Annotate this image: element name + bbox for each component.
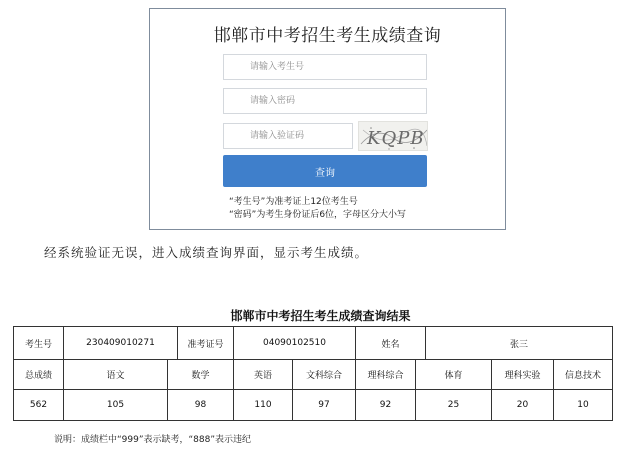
value-name: 张三 (426, 327, 613, 360)
captcha-input[interactable] (223, 123, 353, 149)
captcha-text: KQPB (367, 128, 425, 149)
header-science-lab: 理科实验 (492, 360, 554, 390)
score-chinese: 105 (64, 390, 168, 421)
label-student-id: 考生号 (14, 327, 64, 360)
result-table (13, 326, 613, 421)
note-password: “密码”为考生身份证后6位，字母区分大小写 (229, 210, 407, 220)
captcha-noise (359, 122, 428, 151)
header-total: 总成绩 (14, 360, 64, 390)
score-it: 10 (554, 390, 613, 421)
header-science: 理科综合 (356, 360, 416, 390)
label-name: 姓名 (356, 327, 426, 360)
value-student-id: 230409010271 (64, 327, 178, 360)
score-science: 92 (356, 390, 416, 421)
query-button[interactable]: 查询 (223, 155, 427, 187)
table-row-headers (14, 360, 613, 390)
explanation-paragraph: 经系统验证无误，进入成绩查询界面，显示考生成绩。 (44, 245, 369, 260)
captcha-image[interactable] (358, 121, 428, 151)
result-note: 说明：成绩栏中“999”表示缺考，“888”表示违纪 (54, 435, 252, 445)
password-input[interactable] (223, 88, 427, 114)
header-chinese: 语文 (64, 360, 168, 390)
table-row-info (14, 327, 613, 360)
student-id-input[interactable] (223, 54, 427, 80)
table-row-scores (14, 390, 613, 421)
score-pe: 25 (416, 390, 492, 421)
header-pe: 体育 (416, 360, 492, 390)
score-science-lab: 20 (492, 390, 554, 421)
result-title: 邯郸市中考招生考生成绩查询结果 (230, 309, 411, 323)
score-english: 110 (234, 390, 293, 421)
score-liberal-arts: 97 (293, 390, 356, 421)
header-liberal-arts: 文科综合 (293, 360, 356, 390)
score-total: 562 (14, 390, 64, 421)
login-card (149, 8, 506, 230)
header-math: 数学 (168, 360, 234, 390)
note-student-id: “考生号”为准考证上12位考生号 (229, 197, 358, 207)
label-ticket-number: 准考证号 (178, 327, 234, 360)
value-ticket-number: 04090102510 (234, 327, 356, 360)
header-english: 英语 (234, 360, 293, 390)
score-math: 98 (168, 390, 234, 421)
header-it: 信息技术 (554, 360, 613, 390)
login-title: 邯郸市中考招生考生成绩查询 (213, 26, 442, 46)
